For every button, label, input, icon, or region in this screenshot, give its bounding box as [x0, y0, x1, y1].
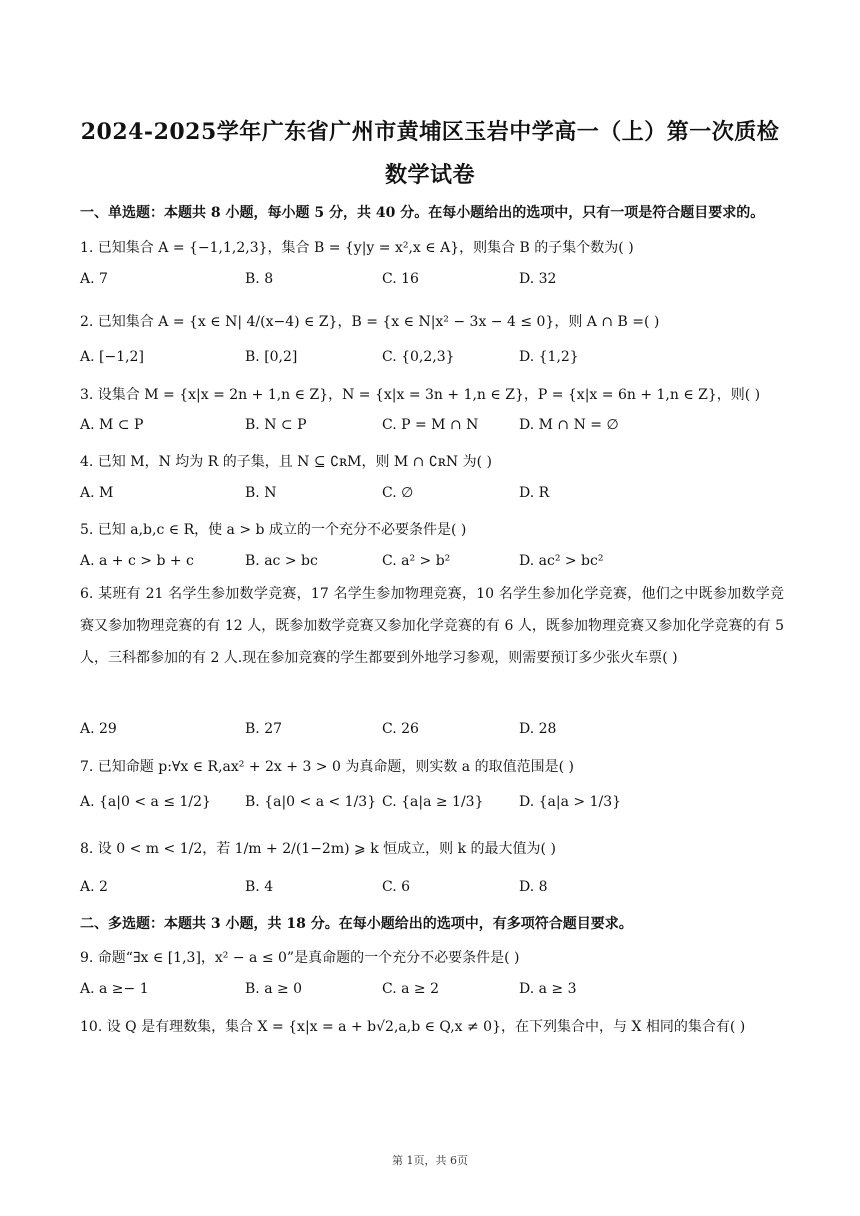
q3-option-d: D. M ∩ N = ∅ — [519, 417, 619, 433]
q8-option-a: A. 2 — [80, 879, 108, 895]
q2-option-b: B. [0,2] — [245, 349, 298, 365]
question-7: 7. 已知命题 p:∀x ∈ R,ax² + 2x + 3 > 0 为真命题，则实数 a 的取值范围是( ) — [80, 759, 574, 775]
question-9: 9. 命题“∃x ∈ [1,3]，x² − a ≤ 0”是真命题的一个充分不必要条件是( ) — [80, 950, 520, 966]
page-footer: 第 1页，共 6页 — [392, 1154, 468, 1167]
q1-option-a: A. 7 — [80, 271, 108, 287]
q4-option-c: C. ∅ — [382, 485, 414, 501]
q4-option-a: A. M — [80, 485, 114, 501]
q6-option-d: D. 28 — [519, 721, 557, 737]
q2-option-c: C. {0,2,3} — [382, 349, 455, 365]
q1-option-c: C. 16 — [382, 271, 419, 287]
q2-option-d: D. {1,2} — [519, 349, 579, 365]
q5-option-b: B. ac > bc — [245, 553, 318, 569]
q5-option-a: A. a + c > b + c — [80, 553, 194, 569]
section-multiple-choice: 二、多选题：本题共 3 小题，共 18 分。在每小题给出的选项中，有多项符合题目要求。 — [80, 916, 633, 932]
question-1: 1. 已知集合 A = {−1,1,2,3}，集合 B = {y|y = x²,x ∈ A}，则集合 B 的子集个数为( ) — [80, 240, 634, 256]
q9-option-d: D. a ≥ 3 — [519, 981, 577, 997]
q6-option-b: B. 27 — [245, 721, 283, 737]
q5-option-c: C. a² > b² — [382, 553, 451, 569]
q7-option-a: A. {a|0 < a ≤ 1/2} — [80, 794, 211, 810]
question-4: 4. 已知 M，N 均为 R 的子集，且 N ⊆ ∁ʀM，则 M ∩ ∁ʀN 为( ) — [80, 454, 492, 470]
q3-option-c: C. P = M ∩ N — [382, 417, 479, 433]
q8-option-b: B. 4 — [245, 879, 274, 895]
q6-option-a: A. 29 — [80, 721, 117, 737]
q9-option-b: B. a ≥ 0 — [245, 981, 303, 997]
q9-option-c: C. a ≥ 2 — [382, 981, 439, 997]
q2-option-a: A. [−1,2] — [80, 349, 144, 365]
q9-option-a: A. a ≥− 1 — [80, 981, 149, 997]
section-single-choice: 一、单选题：本题共 8 小题，每小题 5 分，共 40 分。在每小题给出的选项中，只有一项是符合题目要求的。 — [80, 205, 765, 221]
q4-option-b: B. N — [245, 485, 277, 501]
q1-option-b: B. 8 — [245, 271, 274, 287]
q5-option-d: D. ac² > bc² — [519, 553, 604, 569]
exam-subtitle: 数学试卷 — [384, 162, 475, 188]
exam-title: 2024-2025学年广东省广州市黄埔区玉岩中学高一（上）第一次质检 — [80, 119, 780, 145]
q8-option-c: C. 6 — [382, 879, 411, 895]
q6-option-c: C. 26 — [382, 721, 419, 737]
question-3: 3. 设集合 M = {x|x = 2n + 1,n ∈ Z}，N = {x|x = 3n + 1,n ∈ Z}，P = {x|x = 6n + 1,n ∈ Z}，则( ) — [80, 387, 761, 403]
question-5: 5. 已知 a,b,c ∈ R，使 a > b 成立的一个充分不必要条件是( ) — [80, 522, 467, 538]
question-10: 10. 设 Q 是有理数集，集合 X = {x|x = a + b√2,a,b ∈ Q,x ≠ 0}，在下列集合中，与 X 相同的集合有( ) — [80, 1019, 746, 1035]
q1-option-d: D. 32 — [519, 271, 557, 287]
question-8: 8. 设 0 < m < 1/2，若 1/m + 2/(1−2m) ⩾ k 恒成立，则 k 的最大值为( ) — [80, 841, 556, 857]
question-2: 2. 已知集合 A = {x ∈ N| 4/(x−4) ∈ Z}，B = {x ∈ N|x² − 3x − 4 ≤ 0}，则 A ∩ B =( ) — [80, 314, 660, 330]
q4-option-d: D. R — [519, 485, 550, 501]
q7-option-c: C. {a|a ≥ 1/3} — [382, 794, 484, 810]
q7-option-d: D. {a|a > 1/3} — [519, 794, 622, 810]
q7-option-b: B. {a|0 < a < 1/3} — [245, 794, 377, 810]
q3-option-a: A. M ⊂ P — [80, 417, 144, 433]
q3-option-b: B. N ⊂ P — [245, 417, 307, 433]
question-6: 6. 某班有 21 名学生参加数学竞赛，17 名学生参加物理竞赛，10 名学生参加化学竞赛，他们之中既参加数学竞赛又参加物理竞赛的有 12 人，既参加数学竞赛又参加化学竞赛的有 6 人，既参加物理竞赛又参加化学竞赛的有 5 人，三科都参加的有 2 人.现在参加竞赛的学生都要到外地学习参观，则需要预订多少张火车票( ) — [80, 586, 784, 666]
q8-option-d: D. 8 — [519, 879, 548, 895]
